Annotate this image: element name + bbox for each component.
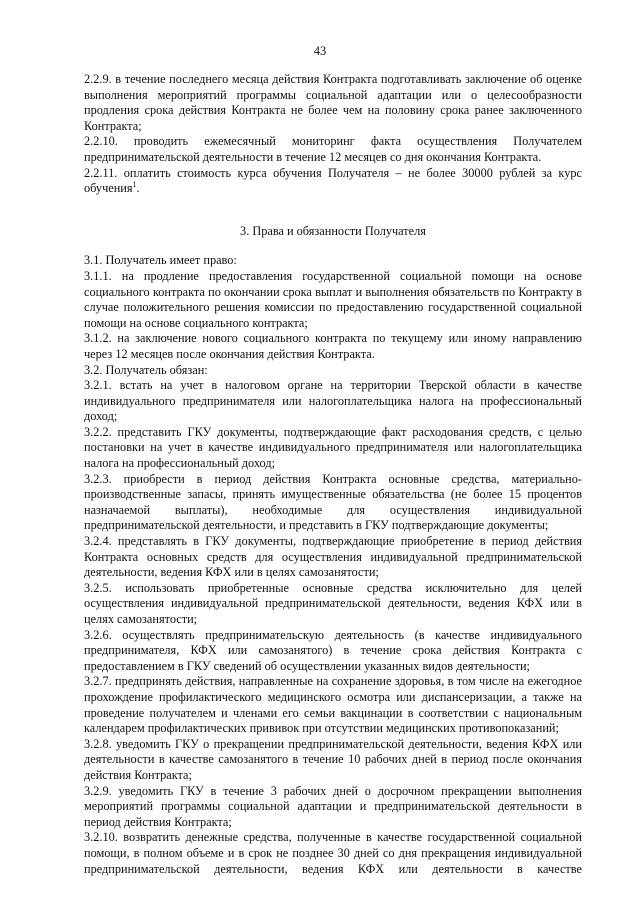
clause-3-1-2: 3.1.2. на заключение нового социального контракта по текущему или иному направлению через 12 месяцев после окончания действия Контракта.: [84, 331, 582, 361]
clause-2-2-11-text: 2.2.11. оплатить стоимость курса обучения Получателя – не более 30000 рублей за курс обучения: [84, 165, 582, 196]
clause-2-2-11: [84, 166, 582, 197]
clause-3-2-6: 3.2.6. осуществлять предпринимательскую деятельность (в качестве индивидуального предпринимателя, КФХ или самозанятого) в течение срока действия Контракта с предоставлением в ГКУ сведений об осуществлении указанных видов деятельности;: [84, 627, 582, 673]
clause-3-2-8: 3.2.8. уведомить ГКУ о прекращении предпринимательской деятельности, ведения КФХ или деятельности в качестве самозанятого в течение 10 рабочих дней в период после окончания действия Контракта;: [84, 736, 582, 782]
clause-3-2-4: 3.2.4. представлять в ГКУ документы, подтверждающие приобретение в период действия Контракта основных средств для осуществления индивидуальной предпринимательской деятельности, ведения КФХ или в целях самозанятости;: [84, 534, 582, 580]
page-number: 43: [313, 44, 327, 58]
clause-3-2-2: 3.2.2. представить ГКУ документы, подтверждающие факт расходования средств, с целью постановки на учет в качестве индивидуального предпринимателя или налогоплательщика налога на профессиональный доход;: [84, 424, 582, 471]
clause-2-2-9: 2.2.9. в течение последнего месяца действия Контракта подготавливать заключение об оценке выполнения мероприятий программы социальной адаптации или о целесообразности продления срока действия Контракта не более чем на половину срока ранее заключенного Контракта;: [84, 72, 582, 133]
clause-3-2-9: 3.2.9. уведомить ГКУ в течение 3 рабочих дней о досрочном прекращении выполнения мероприятий программы социальной адаптации и предпринимательской деятельности в период действия Контракта;: [84, 783, 582, 829]
section-3-heading: 3. Права и обязанности Получателя: [240, 223, 426, 238]
clause-3-1-1: 3.1.1. на продление предоставления государственной социальной помощи на основе социального контракта по окончании срока выплат и выполнения обязательств по Контракту в случае положительного решения комиссии по предоставлению государственной социальной помощи на основе социального контракта;: [84, 268, 582, 330]
document-body: [84, 72, 582, 877]
footnote-mark: 1: [132, 180, 137, 190]
clause-3-2-7: 3.2.7. предпринять действия, направленные на сохранение здоровья, в том числе на ежегодное прохождение профилактического медицинского осмотра или диспансеризации, а также на проведение получателем и членами его семьи вакцинации в соответствии с национальным календарем профилактических прививок при отсутствии медицинских противопоказаний;: [84, 674, 582, 736]
clause-3-2: 3.2. Получатель обязан:: [84, 362, 208, 377]
clause-3-2-10: 3.2.10. возвратить денежные средства, полученные в качестве государственной социальной помощи, в полном объеме и в срок не позднее 30 дней со дня прекращения индивидуальной предпринимательской деятельности, ведения КФХ или деятельности в качестве: [84, 830, 582, 876]
clause-2-2-11-tail: .: [136, 181, 140, 196]
clause-2-2-10: 2.2.10. проводить ежемесячный мониторинг факта осуществления Получателем предпринимательской деятельности в течение 12 месяцев со дня окончания Контракта.: [84, 134, 582, 164]
clause-3-1: 3.1. Получатель имеет право:: [84, 253, 237, 268]
clause-3-2-3: 3.2.3. приобрести в период действия Контракта основные средства, материально-производственные запасы, принять имущественные обязательства (не более 15 процентов назначаемой выплаты), необходимые для осуществления индивидуальной предпринимательской деятельности, и представить в ГКУ подтверждающие документы;: [84, 471, 582, 533]
clause-3-2-5: 3.2.5. использовать приобретенные основные средства исключительно для целей осуществления индивидуальной предпринимательской деятельности, ведения КФХ или в целях самозанятости;: [84, 580, 582, 626]
clause-3-2-1: 3.2.1. встать на учет в налоговом органе на территории Тверской области в качестве индивидуального предпринимателя или налогоплательщика налога на профессиональный доход;: [84, 378, 582, 424]
